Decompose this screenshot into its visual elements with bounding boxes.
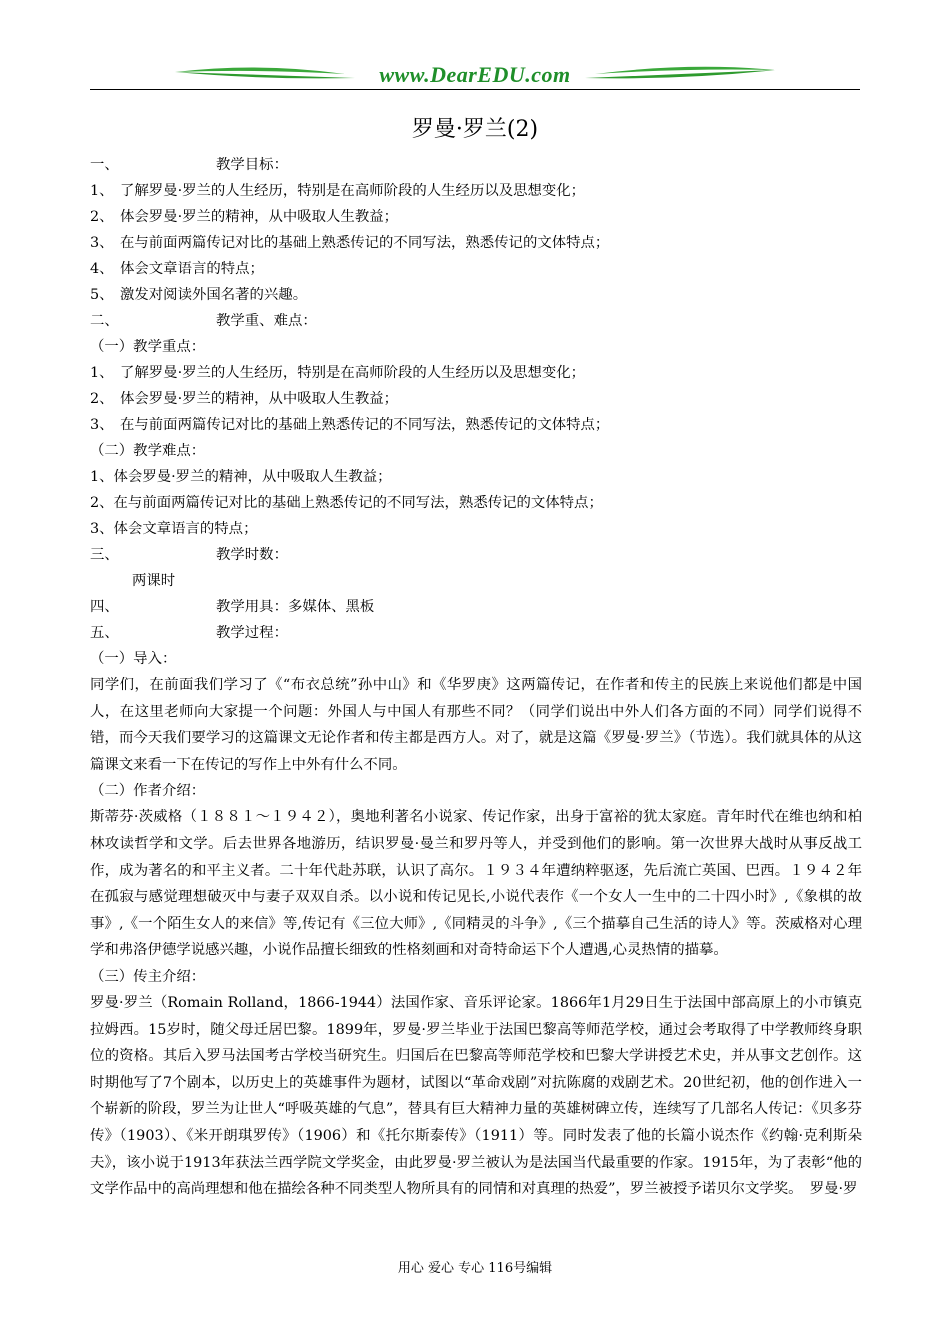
list-item: 5、 激发对阅读外国名著的兴趣。 <box>90 287 308 303</box>
list-item: 1、 了解罗曼·罗兰的人生经历，特别是在高师阶段的人生经历以及思想变化； <box>90 365 586 381</box>
list-item: 4、 体会文章语言的特点； <box>90 261 264 277</box>
section-heading: 四、 教学用具：多媒体、黑板 <box>90 599 375 615</box>
site-logo-text[interactable]: www.DearEDU.com <box>379 62 571 87</box>
hours-value: 两课时 <box>132 573 176 589</box>
section-heading: 二、 教学重、难点： <box>90 313 317 329</box>
subject-paragraph: 罗曼·罗兰（Romain Rolland，1866-1944）法国作家、音乐评论家。1866年1月29日生于法国中部高原上的小市镇克拉姆西。15岁时，随父母迁居巴黎。1899年，罗曼·罗兰毕业于法国巴黎高等师范学校，通过会考取得了中学教师终身职位的资格。其后入罗马法国考古学校当研究生。归国后在巴黎高等师范学校和巴黎大学讲授艺术史，并从事文艺创作。这时期他写了7个剧本，以历史上的英雄事件为题材，试图以“革命戏剧”对抗陈腐的戏剧艺术。20世纪初，他的创作进入一个崭新的阶段，罗兰为让世人“呼吸英雄的气息”，替具有巨大精神力量的英雄树碑立传，连续写了几部名人传记：《贝多芬传》（1903）、《米开朗琪罗传》（1906）和《托尔斯泰传》（1911）等。同时发表了他的长篇小说杰作《约翰·克利斯朵夫》，该小说于1913年获法兰西学院文学奖金，由此罗曼·罗兰被认为是法国当代最重要的作家。1915年，为了表彰“他的文学作品中的高尚理想和他在描绘各种不同类型人物所具有的同情和对真理的热爱”，罗兰被授予诺贝尔文学奖。 罗曼·罗 <box>90 994 862 1198</box>
list-item: 2、在与前面两篇传记对比的基础上熟悉传记的不同写法，熟悉传记的文体特点； <box>90 495 603 511</box>
subsection-heading: （二）教学难点： <box>90 443 206 459</box>
section-heading: 三、 教学时数： <box>90 547 288 563</box>
list-item: 3、 在与前面两篇传记对比的基础上熟悉传记的不同写法，熟悉传记的文体特点； <box>90 235 610 251</box>
list-item: 1、体会罗曼·罗兰的精神，从中吸取人生教益； <box>90 469 392 485</box>
subsection-heading: （一）导入： <box>90 651 177 667</box>
page-title: 罗曼·罗兰(2) <box>411 117 539 142</box>
document-body <box>90 152 862 1203</box>
author-paragraph: 斯蒂芬·茨威格（１８８１～１９４２），奥地利著名小说家、传记作家，出身于富裕的犹太家庭。青年时代在维也纳和柏林攻读哲学和文学。后去世界各地游历，结识罗曼·曼兰和罗丹等人，并受到他们的影响。第一次世界大战时从事反战工作，成为著名的和平主义者。二十年代赴苏联，认识了高尔。１９３４年遭纳粹驱逐，先后流亡英国、巴西。１９４２年在孤寂与感觉理想破灭中与妻子双双自杀。以小说和传记见长,小说代表作《一个女人一生中的二十四小时》,《象棋的故事》,《一个陌生女人的来信》等,传记有《三位大师》,《同精灵的斗争》,《三个描摹自己生活的诗人》等。茨威格对心理学和弗洛伊德学说感兴趣，小说作品擅长细致的性格刻画和对奇特命运下个人遭遇,心灵热情的描摹。 <box>90 809 862 959</box>
subsection-heading: （三）传主介绍： <box>90 968 206 985</box>
header-rule <box>90 89 860 90</box>
section-heading: 一、 教学目标： <box>90 157 288 173</box>
list-item: 1、 了解罗曼·罗兰的人生经历，特别是在高师阶段的人生经历以及思想变化； <box>90 183 586 199</box>
section-heading: 五、 教学过程： <box>90 625 288 641</box>
list-item: 3、 在与前面两篇传记对比的基础上熟悉传记的不同写法，熟悉传记的文体特点； <box>90 417 610 433</box>
intro-paragraph: 同学们，在前面我们学习了《“布衣总统”孙中山》和《华罗庚》这两篇传记，在作者和传主的民族上来说他们都是中国人，在这里老师向大家提一个问题：外国人与中国人有那些不同？（同学们说出中外人们各方面的不同）同学们说得不错，而今天我们要学习的这篇课文无论作者和传主都是西方人。对了，就是这篇《罗曼·罗兰》（节选）。我们就具体的从这篇课文来看一下在传记的写作上中外有什么不同。 <box>90 677 862 773</box>
list-item: 3、体会文章语言的特点； <box>90 521 258 537</box>
list-item: 2、 体会罗曼·罗兰的精神，从中吸取人生教益； <box>90 209 398 225</box>
list-item: 2、 体会罗曼·罗兰的精神，从中吸取人生教益； <box>90 391 398 407</box>
header-banner <box>90 58 860 92</box>
subsection-heading: （一）教学重点： <box>90 339 206 355</box>
subsection-heading: （二）作者介绍： <box>90 783 206 800</box>
page-footer: 用心 爱心 专心 116号编辑 <box>397 1261 553 1276</box>
